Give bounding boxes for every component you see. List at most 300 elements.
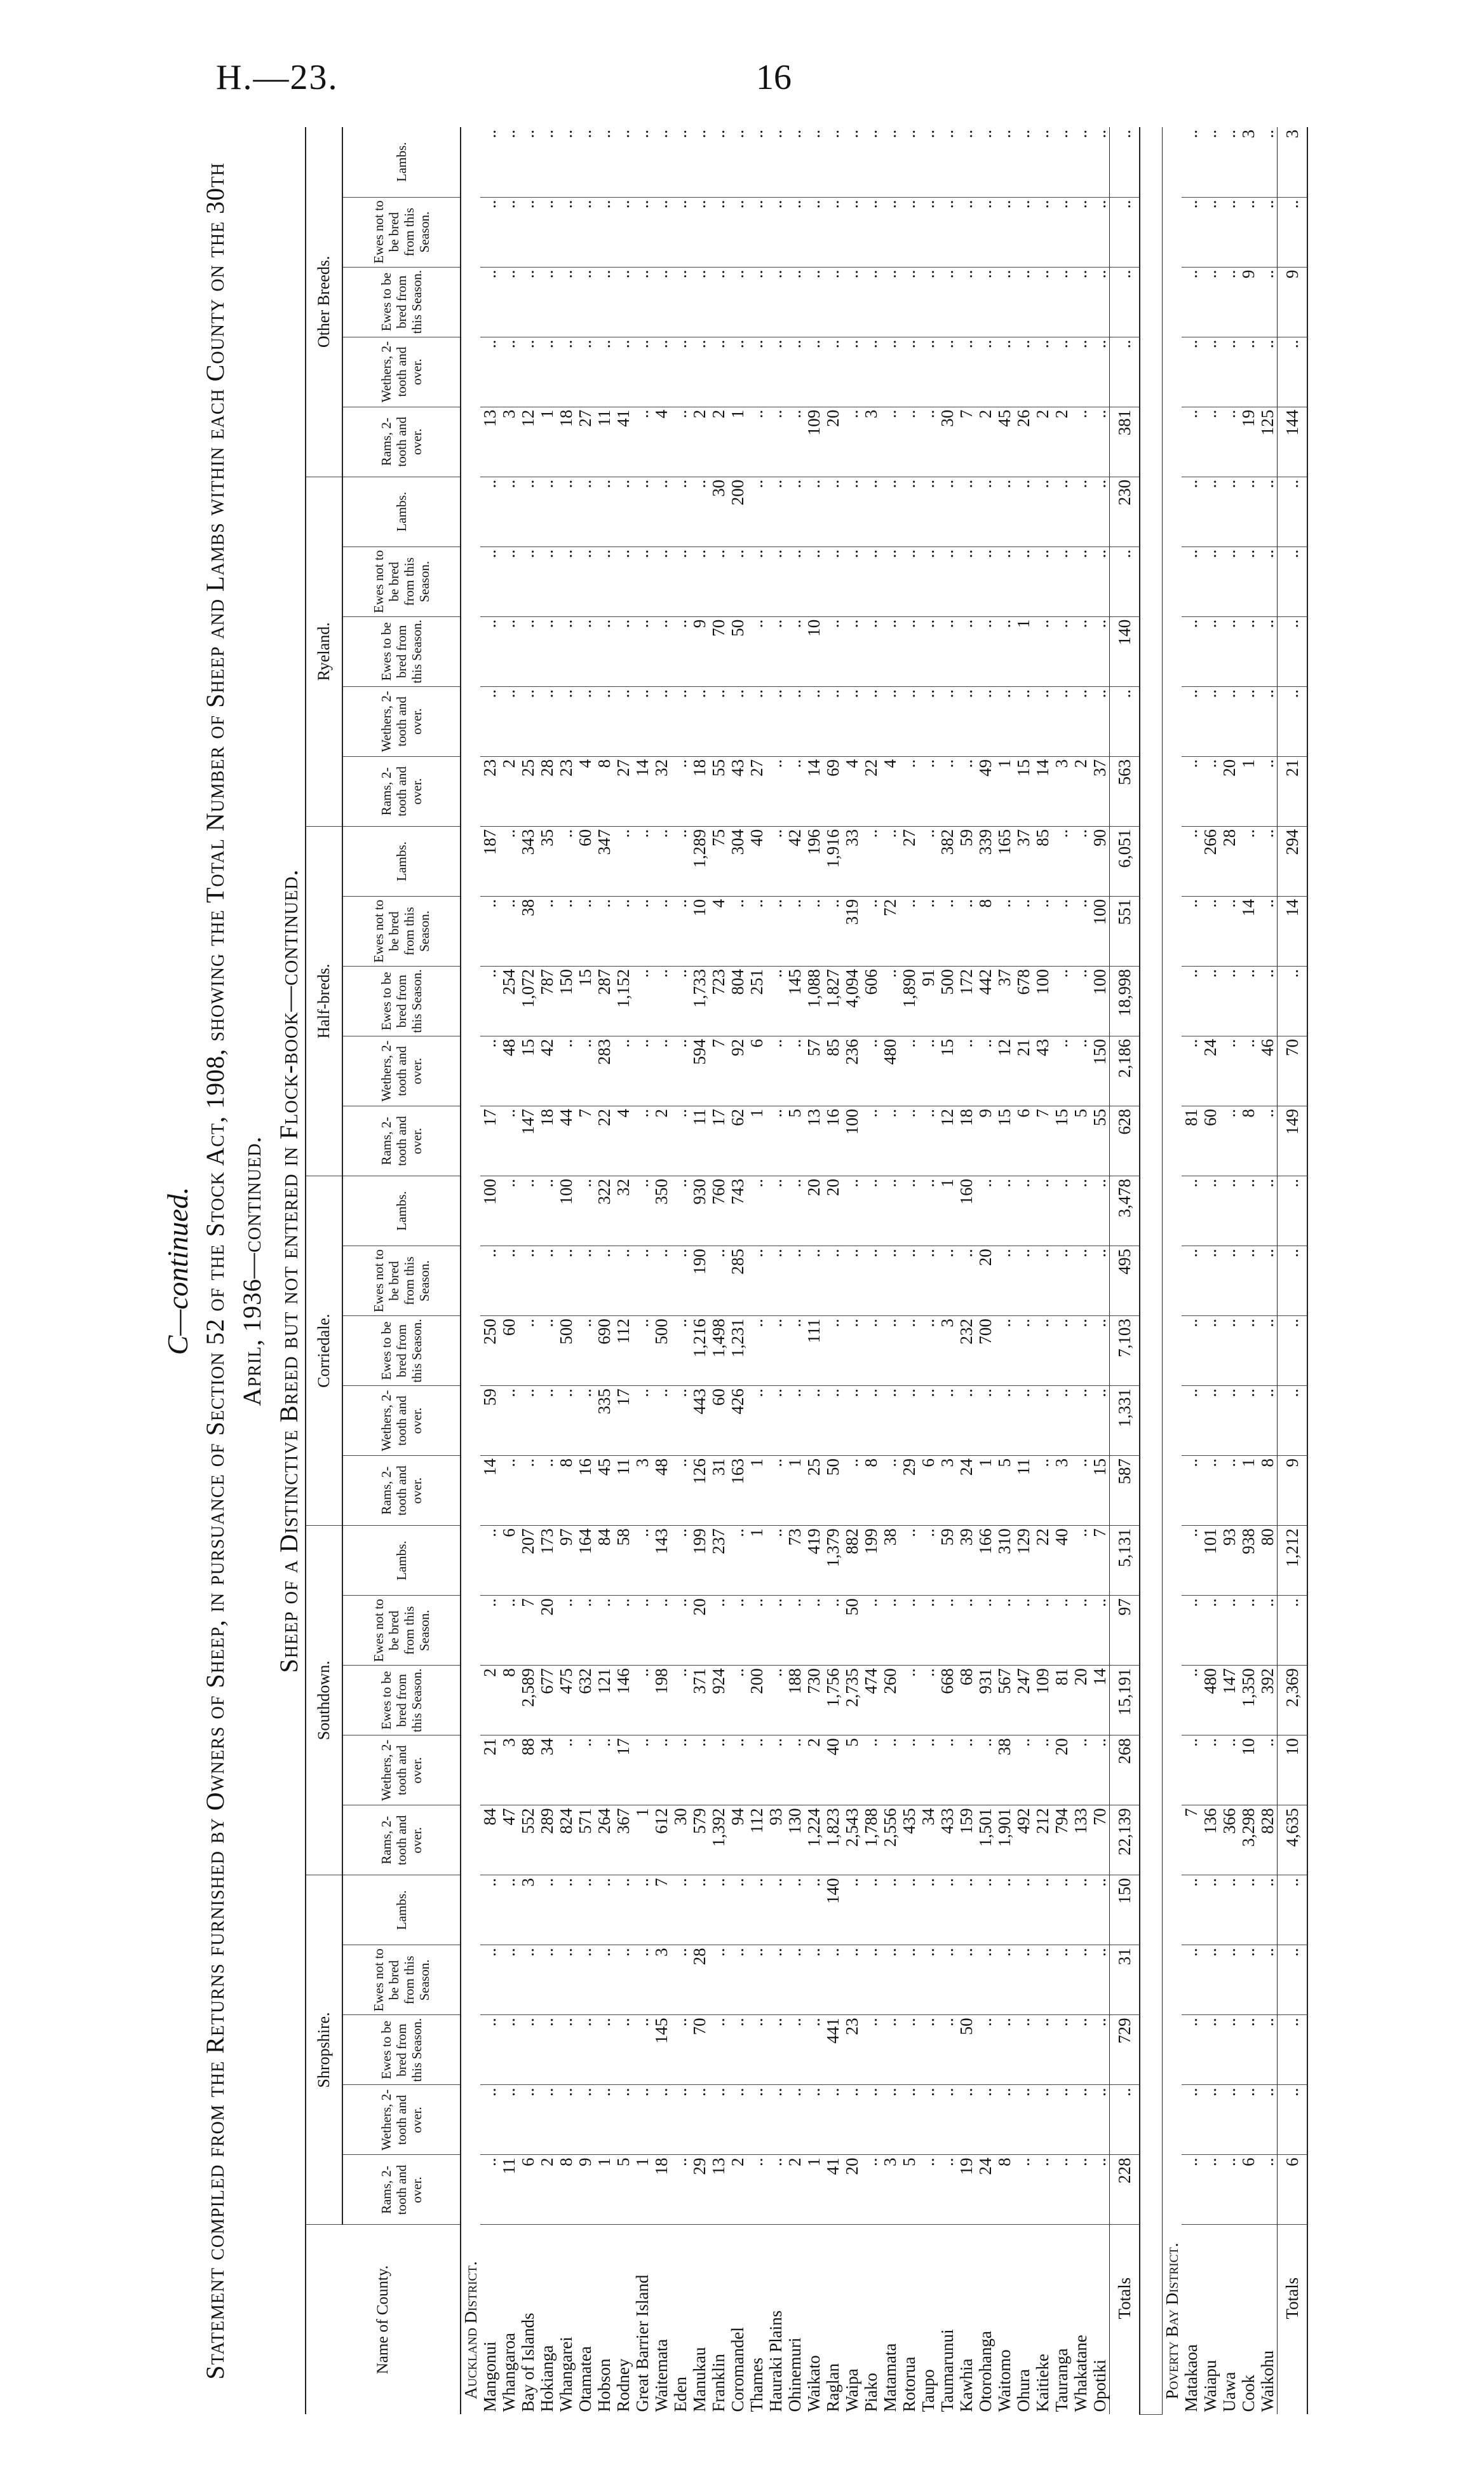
table-cell: ..: [518, 616, 537, 686]
table-cell: ..: [766, 1945, 785, 2015]
table-cell: ..: [1220, 1386, 1239, 1456]
table-cell: ..: [880, 407, 900, 477]
table-cell: ..: [537, 1875, 556, 1945]
table-cell: 166: [976, 1526, 995, 1596]
table-cell: ..: [1052, 896, 1071, 966]
table-cell: ..: [1182, 337, 1201, 407]
table-cell: ..: [938, 2015, 957, 2085]
table-cell: ..: [804, 1386, 823, 1456]
table-cell: ..: [919, 197, 938, 267]
table-cell: ..: [709, 1735, 728, 1805]
table-cell: ..: [976, 2015, 995, 2085]
table-cell: 20: [976, 1246, 995, 1316]
table-cell: ..: [1071, 966, 1090, 1036]
table-cell: ..: [671, 966, 690, 1036]
table-cell: ..: [576, 1316, 595, 1386]
table-cell: 84: [595, 1526, 614, 1596]
table-cell: ..: [614, 1036, 633, 1106]
table-cell: ..: [976, 1386, 995, 1456]
table-cell: 443: [690, 1386, 709, 1456]
table-cell: ..: [480, 616, 499, 686]
table-cell: ..: [1052, 1875, 1071, 1945]
table-cell: ..: [747, 477, 766, 547]
table-cell: ..: [576, 197, 595, 267]
table-cell: ..: [785, 337, 804, 407]
table-cell: ..: [652, 1596, 671, 1666]
table-cell: ..: [1110, 686, 1140, 756]
table-cell: 14: [804, 756, 823, 826]
table-cell: ..: [652, 1246, 671, 1316]
table-cell: ..: [766, 1875, 785, 1945]
table-cell: ..: [499, 1456, 518, 1526]
table-cell: ..: [1258, 197, 1278, 267]
name-of-county-header: Name of County.: [306, 2225, 461, 2415]
table-cell: ..: [900, 1666, 919, 1735]
table-cell: ..: [1014, 197, 1033, 267]
table-cell: 7,103: [1110, 1316, 1140, 1386]
table-cell: 15,191: [1110, 1666, 1140, 1735]
table-cell: ..: [880, 267, 900, 337]
county-name: Otorohanga: [976, 2331, 995, 2412]
table-cell: ..: [976, 197, 995, 267]
table-cell: ..: [766, 2085, 785, 2155]
table-cell: ..: [919, 1875, 938, 1945]
table-cell: ..: [823, 337, 842, 407]
table-row: [747, 127, 766, 2415]
table-cell: ..: [1258, 267, 1278, 337]
county-name: Rotorua: [900, 2356, 919, 2412]
table-cell: ..: [1201, 1316, 1220, 1386]
table-cell: ..: [861, 616, 880, 686]
table-cell: ..: [576, 2015, 595, 2085]
table-cell: 60: [576, 826, 595, 896]
table-cell: ..: [861, 1875, 880, 1945]
table-cell: 37: [995, 966, 1014, 1036]
table-cell: 85: [1033, 826, 1052, 896]
table-cell: 2: [537, 2155, 556, 2225]
table-cell: 678: [1014, 966, 1033, 1036]
table-cell: ..: [1014, 686, 1033, 756]
table-cell: ..: [576, 1176, 595, 1246]
table-cell: ..: [556, 1875, 576, 1945]
table-cell: 1,498: [709, 1316, 728, 1386]
table-cell: ..: [1239, 477, 1258, 547]
table-cell: 15: [1090, 1456, 1110, 1526]
table-cell: ..: [995, 896, 1014, 966]
table-cell: ..: [1220, 1945, 1239, 2015]
table-cell: ..: [747, 2155, 766, 2225]
table-cell: 794: [1052, 1805, 1071, 1875]
table-cell: 28: [690, 1945, 709, 2015]
table-cell: ..: [499, 1106, 518, 1176]
table-cell: ..: [1258, 337, 1278, 407]
table-cell: ..: [1052, 1316, 1071, 1386]
table-cell: ..: [1201, 1176, 1220, 1246]
table-cell: ..: [1033, 127, 1052, 197]
table-cell: ..: [919, 1246, 938, 1316]
table-cell: ..: [576, 1596, 595, 1666]
table-cell: ..: [556, 1386, 576, 1456]
table-cell: ..: [1033, 686, 1052, 756]
table-cell: ..: [499, 2015, 518, 2085]
table-cell: ..: [880, 2015, 900, 2085]
table-cell: 147: [518, 1106, 537, 1176]
table-cell: 668: [938, 1666, 957, 1735]
table-cell: ..: [671, 1106, 690, 1176]
table-cell: ..: [823, 616, 842, 686]
table-cell: 6: [919, 1456, 938, 1526]
table-cell: 133: [1071, 1805, 1090, 1875]
table-cell: ..: [1033, 547, 1052, 616]
table-cell: ..: [1258, 1596, 1278, 1666]
table-cell: 1: [995, 756, 1014, 826]
table-cell: ..: [1258, 477, 1278, 547]
table-cell: ..: [652, 686, 671, 756]
table-cell: ..: [633, 477, 652, 547]
district-heading: Auckland District.: [461, 2261, 480, 2400]
breed-header: Other Breeds.: [306, 127, 342, 477]
table-cell: 230: [1110, 477, 1140, 547]
table-cell: ..: [518, 1176, 537, 1246]
table-cell: ..: [1110, 2085, 1140, 2155]
table-cell: ..: [1258, 2085, 1278, 2155]
table-cell: ..: [900, 477, 919, 547]
table-cell: 266: [1201, 826, 1220, 896]
table-cell: ..: [1071, 1036, 1090, 1106]
table-cell: ..: [785, 197, 804, 267]
table-cell: ..: [1220, 1176, 1239, 1246]
table-cell: ..: [976, 547, 995, 616]
table-cell: 5: [614, 2155, 633, 2225]
table-cell: ..: [900, 1596, 919, 1666]
table-cell: ..: [1071, 1735, 1090, 1805]
table-cell: 4: [576, 756, 595, 826]
table-cell: 198: [652, 1666, 671, 1735]
table-cell: ..: [1220, 2015, 1239, 2085]
table-cell: ..: [537, 1176, 556, 1246]
table-cell: ..: [747, 1386, 766, 1456]
table-cell: ..: [766, 477, 785, 547]
table-cell: ..: [537, 686, 556, 756]
table-cell: ..: [480, 1036, 499, 1106]
table-cell: 2: [690, 407, 709, 477]
table-cell: 212: [1033, 1805, 1052, 1875]
table-row: [1201, 127, 1220, 2415]
table-cell: ..: [499, 1246, 518, 1316]
table-cell: 27: [747, 756, 766, 826]
table-cell: ..: [804, 2085, 823, 2155]
table-cell: 350: [652, 1176, 671, 1246]
table-cell: ..: [1258, 756, 1278, 826]
table-cell: ..: [1258, 896, 1278, 966]
table-cell: 304: [728, 826, 747, 896]
table-cell: 492: [1014, 1805, 1033, 1875]
table-cell: 163: [728, 1456, 747, 1526]
table-cell: ..: [842, 547, 861, 616]
table-cell: ..: [900, 337, 919, 407]
table-cell: ..: [518, 267, 537, 337]
table-cell: 70: [690, 2015, 709, 2085]
table-cell: 289: [537, 1805, 556, 1875]
table-cell: ..: [747, 1875, 766, 1945]
table-cell: ..: [900, 1386, 919, 1456]
table-cell: ..: [614, 337, 633, 407]
table-cell: ..: [652, 477, 671, 547]
table-cell: ..: [1201, 2085, 1220, 2155]
table-cell: ..: [861, 1036, 880, 1106]
table-cell: 29: [690, 2155, 709, 2225]
table-cell: ..: [671, 1316, 690, 1386]
table-cell: ..: [880, 686, 900, 756]
table-cell: 100: [556, 1176, 576, 1246]
table-cell: 441: [823, 2015, 842, 2085]
table-cell: ..: [728, 127, 747, 197]
table-cell: ..: [919, 756, 938, 826]
table-cell: ..: [1182, 2015, 1201, 2085]
table-cell: 551: [1110, 896, 1140, 966]
table-cell: ..: [976, 337, 995, 407]
table-cell: 15: [1052, 1106, 1071, 1176]
table-cell: ..: [576, 1036, 595, 1106]
table-cell: 3: [499, 407, 518, 477]
table-cell: ..: [480, 966, 499, 1036]
table-cell: ..: [900, 686, 919, 756]
table-cell: ..: [1090, 2015, 1110, 2085]
table-cell: ..: [1110, 197, 1140, 267]
table-cell: ..: [1033, 1945, 1052, 2015]
table-cell: ..: [1258, 1735, 1278, 1805]
table-cell: ..: [995, 1875, 1014, 1945]
table-cell: 9: [576, 2155, 595, 2225]
table-cell: ..: [1220, 1875, 1239, 1945]
table-cell: ..: [976, 127, 995, 197]
table-cell: ..: [766, 547, 785, 616]
table-cell: 2: [804, 1735, 823, 1805]
table-cell: ..: [537, 267, 556, 337]
table-cell: ..: [919, 1666, 938, 1735]
table-cell: ..: [995, 477, 1014, 547]
table-cell: 22,139: [1110, 1805, 1140, 1875]
table-cell: 7: [518, 1596, 537, 1666]
table-cell: ..: [537, 127, 556, 197]
breed-header-row: [306, 127, 342, 2415]
table-cell: ..: [480, 686, 499, 756]
table-cell: ..: [1220, 1036, 1239, 1106]
table-cell: ..: [938, 686, 957, 756]
table-cell: ..: [766, 127, 785, 197]
table-cell: ..: [957, 1875, 976, 1945]
table-cell: 20: [537, 1596, 556, 1666]
table-cell: ..: [1278, 966, 1308, 1036]
table-cell: 43: [728, 756, 747, 826]
table-cell: ..: [1090, 337, 1110, 407]
table-cell: 938: [1239, 1526, 1258, 1596]
table-cell: ..: [1033, 2015, 1052, 2085]
county-name: Kawhia: [957, 2358, 976, 2412]
table-cell: ..: [804, 477, 823, 547]
table-cell: ..: [1258, 826, 1278, 896]
table-cell: 310: [995, 1526, 1014, 1596]
table-cell: 37: [1090, 756, 1110, 826]
table-cell: 19: [1239, 407, 1258, 477]
table-cell: ..: [690, 2085, 709, 2155]
table-cell: 10: [1278, 1735, 1308, 1805]
table-cell: 322: [595, 1176, 614, 1246]
table-cell: 11: [499, 2155, 518, 2225]
table-cell: ..: [804, 1945, 823, 2015]
table-cell: ..: [1182, 2085, 1201, 2155]
table-cell: ..: [804, 1875, 823, 1945]
table-cell: 20: [1052, 1735, 1071, 1805]
table-cell: ..: [1220, 127, 1239, 197]
table-cell: 260: [880, 1666, 900, 1735]
table-cell: 90: [1090, 826, 1110, 896]
breed-header: Ryeland.: [306, 477, 342, 826]
table-cell: ..: [1278, 1176, 1308, 1246]
table-cell: ..: [957, 197, 976, 267]
table-cell: 6: [1278, 2155, 1308, 2225]
table-cell: ..: [556, 826, 576, 896]
table-cell: ..: [842, 127, 861, 197]
table-cell: 93: [766, 1805, 785, 1875]
table-cell: 760: [709, 1176, 728, 1246]
table-cell: 22: [1033, 1526, 1052, 1596]
table-row: [576, 127, 595, 2415]
table-cell: ..: [804, 337, 823, 407]
county-name: Coromandel: [728, 2327, 747, 2412]
table-cell: ..: [1052, 1386, 1071, 1456]
table-cell: ..: [995, 1316, 1014, 1386]
county-name: Taupo: [919, 2369, 938, 2412]
table-cell: ..: [785, 407, 804, 477]
table-cell: ..: [614, 127, 633, 197]
table-cell: ..: [823, 267, 842, 337]
table-cell: 58: [614, 1526, 633, 1596]
table-cell: ..: [919, 1176, 938, 1246]
table-cell: ..: [1239, 686, 1258, 756]
column-header: Ewes to be bred from this Season.: [342, 2015, 461, 2085]
table-cell: ..: [766, 1176, 785, 1246]
table-cell: 17: [614, 1735, 633, 1805]
county-name: Whangarei: [556, 2337, 576, 2412]
table-cell: 4: [652, 407, 671, 477]
table-cell: ..: [633, 1106, 652, 1176]
table-cell: ..: [499, 1875, 518, 1945]
table-cell: ..: [728, 1596, 747, 1666]
table-cell: 30: [938, 407, 957, 477]
table-cell: ..: [728, 197, 747, 267]
table-cell: 1,392: [709, 1805, 728, 1875]
table-cell: ..: [499, 686, 518, 756]
table-cell: 9: [1278, 267, 1308, 337]
table-cell: ..: [919, 1106, 938, 1176]
table-cell: ..: [766, 1526, 785, 1596]
table-cell: ..: [1182, 127, 1201, 197]
table-cell: ..: [1258, 1945, 1278, 2015]
table-cell: ..: [576, 1246, 595, 1316]
county-name: Cook: [1239, 2374, 1258, 2412]
table-cell: 1: [633, 1805, 652, 1875]
table-cell: ..: [728, 267, 747, 337]
table-cell: ..: [576, 1945, 595, 2015]
table-cell: 2: [1052, 407, 1071, 477]
table-cell: 69: [823, 756, 842, 826]
table-cell: ..: [995, 267, 1014, 337]
table-cell: ..: [880, 197, 900, 267]
table-cell: ..: [938, 1945, 957, 2015]
table-cell: ..: [823, 2085, 842, 2155]
table-row: [1090, 127, 1110, 2415]
county-name: Mangonui: [480, 2341, 499, 2412]
table-cell: ..: [499, 127, 518, 197]
table-cell: ..: [499, 547, 518, 616]
table-cell: 75: [709, 826, 728, 896]
table-cell: ..: [861, 1246, 880, 1316]
table-cell: ..: [1090, 1386, 1110, 1456]
table-cell: ..: [823, 477, 842, 547]
table-cell: ..: [595, 547, 614, 616]
table-cell: ..: [766, 1735, 785, 1805]
table-cell: 2,369: [1278, 1666, 1308, 1735]
table-cell: ..: [1220, 2155, 1239, 2225]
table-cell: 14: [633, 756, 652, 826]
table-cell: ..: [556, 896, 576, 966]
table-cell: ..: [766, 1246, 785, 1316]
table-cell: ..: [556, 1036, 576, 1106]
table-cell: 159: [957, 1805, 976, 1875]
table-cell: 1: [1239, 756, 1258, 826]
table-cell: 42: [537, 1036, 556, 1106]
table-cell: ..: [1090, 477, 1110, 547]
table-cell: ..: [576, 2085, 595, 2155]
table-cell: 8: [499, 1666, 518, 1735]
table-cell: ..: [576, 1875, 595, 1945]
table-cell: 12: [518, 407, 537, 477]
table-cell: ..: [957, 477, 976, 547]
table-row: [1071, 127, 1090, 2415]
table-cell: ..: [880, 1735, 900, 1805]
table-cell: ..: [938, 756, 957, 826]
column-header: Rams, 2-tooth and over.: [342, 1805, 461, 1875]
table-cell: 567: [995, 1666, 1014, 1735]
table-cell: 24: [976, 2155, 995, 2225]
table-cell: 109: [1033, 1666, 1052, 1735]
table-cell: 21: [1278, 756, 1308, 826]
table-cell: 35: [537, 826, 556, 896]
table-cell: ..: [652, 616, 671, 686]
table-cell: ..: [1182, 1176, 1201, 1246]
table-cell: ..: [1014, 1176, 1033, 1246]
table-cell: 7: [576, 1106, 595, 1176]
table-cell: ..: [728, 1666, 747, 1735]
table-cell: ..: [1014, 2085, 1033, 2155]
table-cell: ..: [1033, 1246, 1052, 1316]
table-cell: 21: [480, 1735, 499, 1805]
table-cell: ..: [633, 1316, 652, 1386]
table-cell: ..: [1239, 2015, 1258, 2085]
table-cell: 20: [804, 1176, 823, 1246]
table-cell: 196: [804, 826, 823, 896]
table-row: [671, 127, 690, 2415]
table-cell: ..: [709, 267, 728, 337]
table-cell: ..: [919, 2085, 938, 2155]
table-cell: 433: [938, 1805, 957, 1875]
table-cell: ..: [1014, 337, 1033, 407]
table-cell: 50: [842, 1596, 861, 1666]
table-cell: 4: [842, 756, 861, 826]
table-cell: 480: [880, 1036, 900, 1106]
table-cell: 85: [823, 1036, 842, 1106]
